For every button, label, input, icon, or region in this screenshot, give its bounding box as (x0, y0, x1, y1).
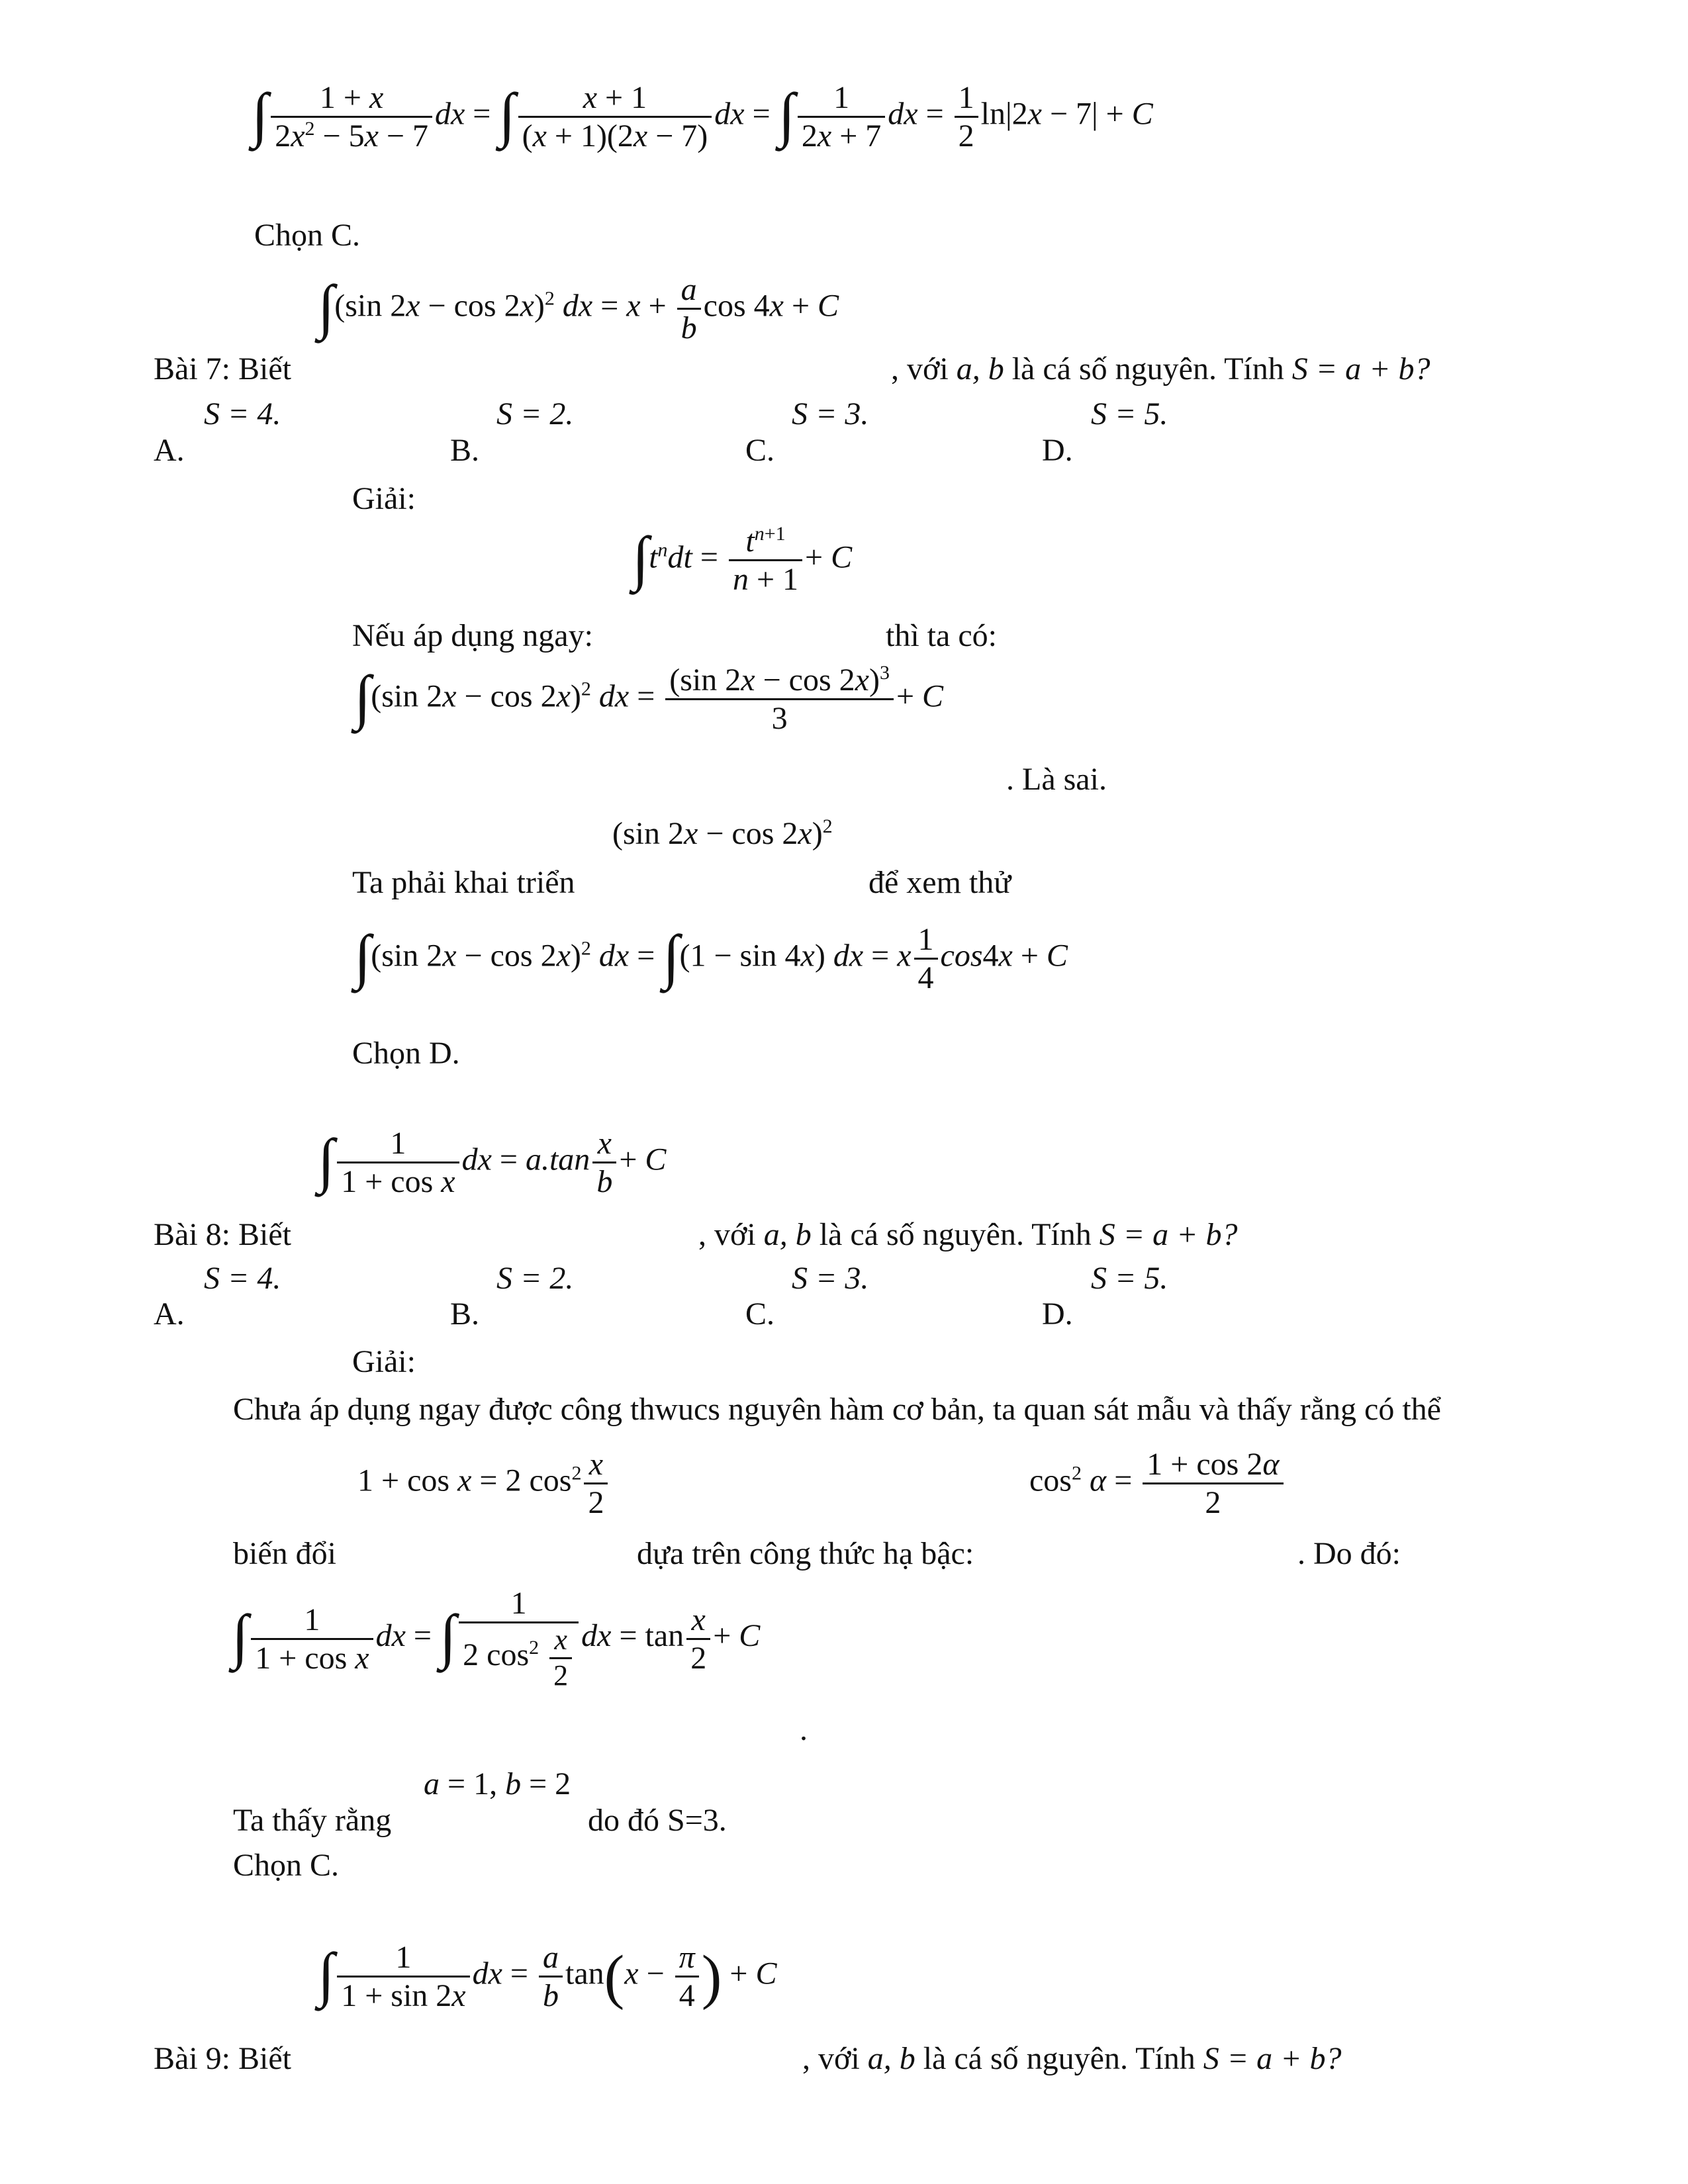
bai8-suffix-a: , với (698, 1217, 764, 1252)
bai8-giai: Giải: (352, 1344, 416, 1379)
bai7-condition (891, 352, 1430, 387)
bai7-la-sai: . Là sai. (1006, 762, 1107, 797)
bai8-option-b-letter: B. (450, 1297, 480, 1332)
bai7-chon: Chọn D. (352, 1036, 460, 1071)
bai8-explanation-line1: Chưa áp dụng ngay được công thwucs nguyên hàm cơ bản, ta quan sát mẫu và thấy rằng có thể (233, 1392, 1441, 1427)
bai7-suffix-a: , với (891, 351, 957, 387)
formula-partial-fraction: ∫ $\frac{1 + x}{2x^2 - 5x - 7}$ dx = ∫ $\frac{x + 1}{(x + 1)(2x - 7)}$ dx = ∫ $\frac{1}{2x + 7}$ dx = $\frac{1}{2}$ ln|2x − 7| + C (252, 80, 1153, 154)
bai8-do-do: . Do đó: (1297, 1536, 1401, 1571)
bai8-option-c-value: S = 3. (792, 1261, 869, 1296)
bai7-neu-ap-dung: Nếu áp dụng ngay: (352, 618, 593, 653)
bai7-ta-phai: Ta phải khai triển (352, 865, 575, 900)
bai7-option-b-value: S = 2. (496, 396, 574, 432)
bai9-condition (802, 2042, 1342, 2077)
bai8-suffix-b: là cá số nguyên. Tính (811, 1217, 1100, 1252)
bai7-option-c-letter: C. (745, 433, 775, 468)
bai8-identity-cos: 1 + cos x = 2 $\cos^2$ $\frac{x}{2}$ (357, 1446, 610, 1521)
bai8-dua-tren: dựa trên công thức hạ bậc: (637, 1536, 974, 1571)
bai8-ab-values: a = 1, b = 2 (424, 1766, 571, 1801)
bai7-formula: ∫(sin 2x − cos 2x)$^2$ dx = x + $\frac{a}{b}$ cos 4x + C (318, 272, 839, 346)
bai9-formula: ∫ $\frac{1}{1 + \sin 2x}$ dx = $\frac{a}{b}$ tan(x − $\frac{\pi}{4}$ ) + C (318, 1940, 777, 2014)
bai8-identity-half-angle: $\cos^2 \alpha$ = $\frac{1 + \cos 2\alpha}{2}$ (1029, 1446, 1286, 1521)
bai8-label: Bài 8: Biết (154, 1217, 291, 1252)
bai7-option-d-value: S = 5. (1091, 396, 1168, 432)
bai7-thi-ta-co: thì ta có: (886, 618, 997, 653)
bai8-var-b: b (795, 1217, 812, 1252)
bai7-var-a: a, (956, 351, 980, 387)
bai8-condition (698, 1218, 1238, 1253)
bai9-suffix-b: là cá số nguyên. Tính (915, 2041, 1203, 2076)
bai8-do-do-s: do đó S=3. (588, 1803, 727, 1838)
bai8-var-a: a, (763, 1217, 788, 1252)
bai7-expand-expression: (sin 2x − cos 2x)$^2$ (612, 815, 833, 851)
bai9-label: Bài 9: Biết (154, 2041, 291, 2076)
bai7-wrong-formula: ∫(sin 2x − cos 2x)$^2$ dx = $\frac{(\sin 2x - \cos 2x)^3}{3}$ + C (354, 662, 944, 737)
bai7-option-c-value: S = 3. (792, 396, 869, 432)
bai7-option-a-letter: A. (154, 433, 185, 468)
bai8-option-b-value: S = 2. (496, 1261, 574, 1296)
bai8-question: S = a + b? (1099, 1217, 1238, 1252)
bai7-de-xem-thu: để xem thử (868, 865, 1011, 900)
bai7-option-d-letter: D. (1042, 433, 1073, 468)
bai7-option-a-value: S = 4. (204, 396, 281, 432)
bai7-var-b: b (988, 351, 1004, 387)
bai7-suffix-b: là cá số nguyên. Tính (1004, 351, 1292, 387)
bai8-option-d-value: S = 5. (1091, 1261, 1168, 1296)
bai9-question: S = a + b? (1203, 2041, 1342, 2076)
bai8-option-a-letter: A. (154, 1297, 185, 1332)
bai7-correct-formula: ∫(sin 2x − cos 2x)$^2$ dx = ∫(1 − sin 4x) dx = x $\frac{1}{4}$ cos4x + C (354, 922, 1068, 996)
bai8-option-d-letter: D. (1042, 1297, 1073, 1332)
bai8-dot: . (800, 1712, 808, 1747)
bai8-result-formula: ∫ $\frac{1}{\text{1 + cos x}}$ dx = ∫ 1 2 $\cos^2$ $\frac{x}{2}$ dx = tan $\frac{x}{2}$ + C (232, 1586, 761, 1692)
bai8-bien-doi: biến đổi (233, 1536, 336, 1571)
bai8-option-a-value: S = 4. (204, 1261, 281, 1296)
bai7-giai: Giải: (352, 481, 416, 516)
bai9-var-a: a, (867, 2041, 892, 2076)
bai8-ta-thay: Ta thấy rằng (233, 1803, 392, 1838)
bai7-option-b-letter: B. (450, 433, 480, 468)
bai9-suffix-a: , với (802, 2041, 868, 2076)
bai7-power-rule: $\int t^ndt$ = $\frac{t^{n+1}}{n + 1}$ + C (632, 523, 853, 598)
bai8-chon: Chọn C. (233, 1848, 340, 1883)
bai7-label: Bài 7: Biết (154, 351, 291, 387)
bai7-question: S = a + b? (1291, 351, 1430, 387)
bai9-var-b: b (899, 2041, 915, 2076)
chon-c-label: Chọn C. (254, 218, 361, 253)
bai8-option-c-letter: C. (745, 1297, 775, 1332)
bai8-formula: ∫ $\frac{1}{\text{1 + cos x}}$ dx = a.tan $\frac{x}{b}$ + C (318, 1126, 667, 1200)
